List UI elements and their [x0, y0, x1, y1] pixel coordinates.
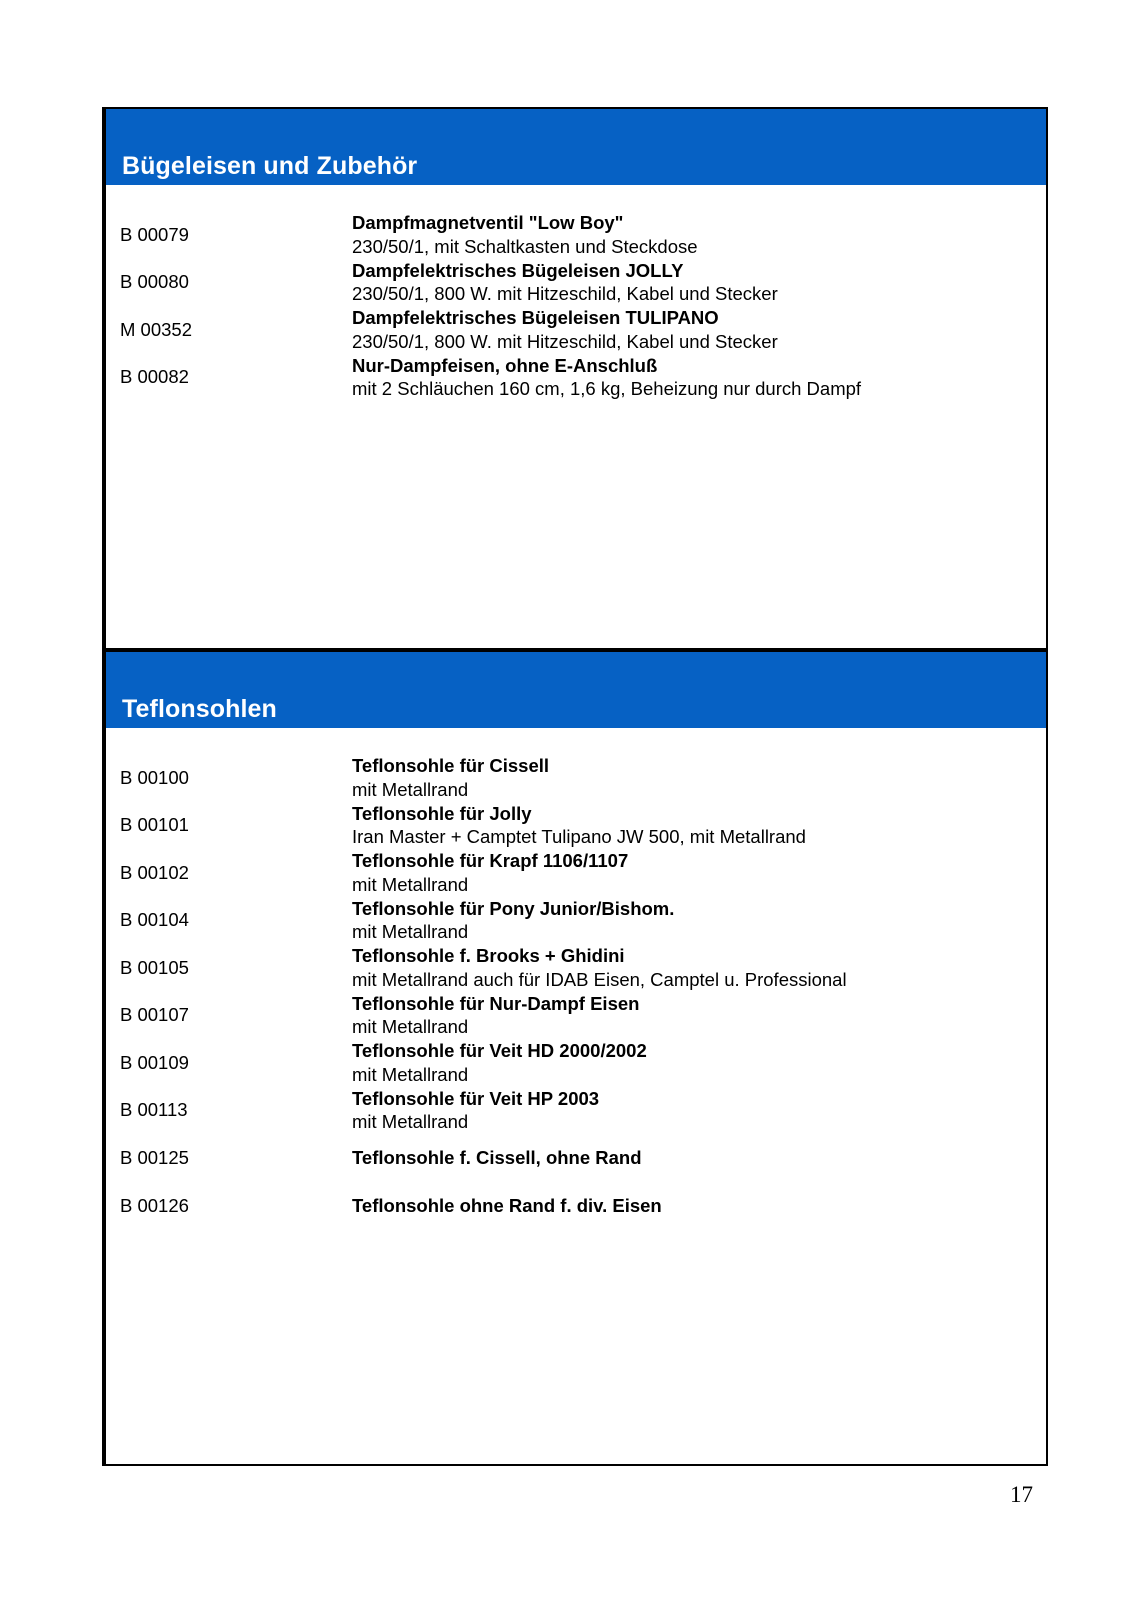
article-subtitle: mit Metallrand: [352, 778, 469, 800]
article-description: [352, 1087, 1032, 1135]
article-description: [352, 897, 1032, 945]
table-row[interactable]: [104, 1182, 1044, 1230]
table-row[interactable]: [104, 1039, 1044, 1087]
article-description: [352, 802, 1032, 850]
article-description: [352, 259, 1032, 307]
table-row[interactable]: [104, 354, 1044, 402]
article-number: B 00113: [120, 1099, 188, 1120]
catalog-frame: [102, 107, 1046, 1466]
section-header-banner: [106, 109, 1046, 185]
table-row[interactable]: [104, 944, 1044, 992]
article-subtitle: 230/50/1, 800 W. mit Hitzeschild, Kabel und Stecker: [352, 330, 778, 352]
table-row[interactable]: [104, 306, 1044, 354]
article-number: B 00105: [120, 956, 189, 978]
table-row[interactable]: [104, 992, 1044, 1040]
table-row[interactable]: [104, 897, 1044, 945]
article-number: B 00104: [120, 909, 189, 930]
article-number: B 00080: [120, 271, 189, 292]
section-buegeleisen-und-zubehoer: [104, 107, 1048, 650]
table-row[interactable]: [104, 259, 1044, 307]
article-subtitle: mit Metallrand: [352, 1111, 469, 1133]
article-subtitle: Iran Master + Camptet Tulipano JW 500, mit Metallrand: [352, 826, 806, 848]
article-title: Teflonsohle für Krapf 1106/1107: [352, 850, 629, 872]
table-row[interactable]: [104, 849, 1044, 897]
article-description: [352, 306, 1032, 354]
article-description: [352, 1039, 1032, 1087]
article-subtitle: mit Metallrand: [352, 873, 469, 895]
article-description: [352, 354, 1032, 402]
article-number: B 00100: [120, 766, 189, 788]
article-description: [352, 1182, 1032, 1230]
table-row[interactable]: [104, 802, 1044, 850]
article-title: Teflonsohle für Veit HP 2003: [352, 1087, 600, 1109]
section-header-banner: [106, 652, 1046, 728]
section-title: Teflonsohlen: [122, 695, 277, 723]
article-number: B 00079: [120, 223, 189, 245]
article-number: B 00101: [120, 814, 189, 835]
article-description: [352, 754, 1032, 802]
article-subtitle: mit Metallrand: [352, 1063, 469, 1085]
article-title: Teflonsohle für Cissell: [352, 755, 550, 777]
article-description: [352, 1134, 1032, 1182]
article-number: B 00102: [120, 861, 189, 883]
article-title: Dampfelektrisches Bügeleisen TULIPANO: [352, 307, 719, 329]
article-title: Teflonsohle ohne Rand f. div. Eisen: [352, 1195, 662, 1217]
article-subtitle: 230/50/1, mit Schaltkasten und Steckdose: [352, 235, 698, 257]
article-title: Dampfelektrisches Bügeleisen JOLLY: [352, 259, 684, 281]
article-number: B 00126: [120, 1194, 189, 1216]
article-title: Teflonsohle für Pony Junior/Bishom.: [352, 897, 675, 919]
section-teflonsohlen: [104, 650, 1048, 1466]
article-subtitle: mit 2 Schläuchen 160 cm, 1,6 kg, Beheizung nur durch Dampf: [352, 378, 862, 400]
article-title: Nur-Dampfeisen, ohne E-Anschluß: [352, 354, 658, 376]
article-number: B 00082: [120, 366, 189, 387]
table-row[interactable]: [104, 1087, 1044, 1135]
product-list: [104, 211, 1044, 401]
article-subtitle: mit Metallrand: [352, 1016, 469, 1038]
product-list: [104, 754, 1044, 1230]
table-row[interactable]: [104, 754, 1044, 802]
table-row[interactable]: [104, 211, 1044, 259]
article-number: B 00125: [120, 1146, 189, 1168]
article-title: Teflonsohle für Veit HD 2000/2002: [352, 1040, 647, 1062]
page-number: 17: [1010, 1482, 1033, 1507]
article-number: B 00107: [120, 1004, 189, 1025]
article-number: M 00352: [120, 318, 192, 340]
article-title: Teflonsohle für Jolly: [352, 802, 532, 824]
article-title: Dampfmagnetventil "Low Boy": [352, 212, 624, 234]
article-description: [352, 992, 1032, 1040]
article-title: Teflonsohle f. Cissell, ohne Rand: [352, 1147, 642, 1169]
article-title: Teflonsohle f. Brooks + Ghidini: [352, 945, 625, 967]
article-description: [352, 849, 1032, 897]
article-subtitle: 230/50/1, 800 W. mit Hitzeschild, Kabel und Stecker: [352, 283, 778, 305]
table-row[interactable]: [104, 1134, 1044, 1182]
article-number: B 00109: [120, 1051, 189, 1073]
article-description: [352, 211, 1032, 259]
article-description: [352, 944, 1032, 992]
section-title: Bügeleisen und Zubehör: [122, 152, 418, 180]
article-subtitle: mit Metallrand: [352, 921, 469, 943]
article-title: Teflonsohle für Nur-Dampf Eisen: [352, 992, 640, 1014]
article-subtitle: mit Metallrand auch für IDAB Eisen, Camptel u. Professional: [352, 968, 847, 990]
